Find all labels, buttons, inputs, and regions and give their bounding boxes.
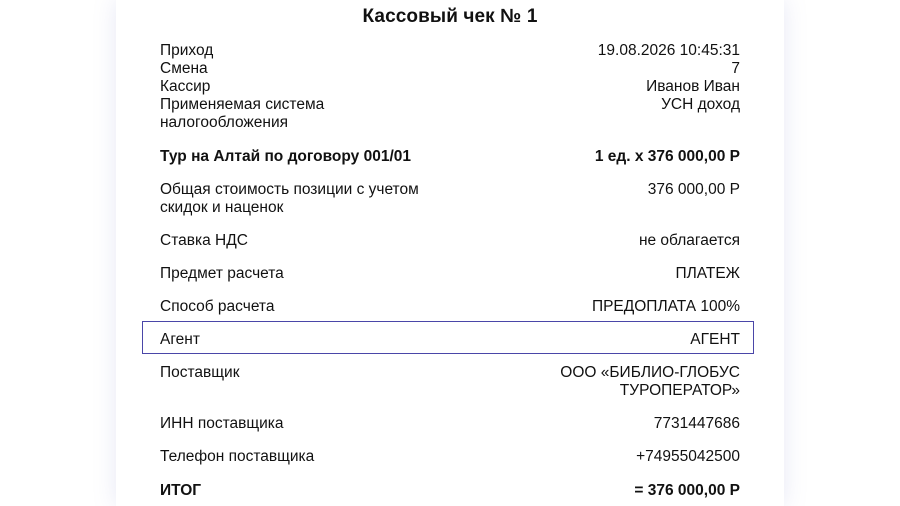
- item-row: [160, 148, 740, 166]
- total-cost-row: [160, 181, 740, 217]
- subject-row: [160, 265, 740, 283]
- supplier-inn-value: 7731447686: [653, 415, 740, 432]
- receipt-header: [160, 42, 740, 132]
- vat-label: Ставка НДС: [160, 232, 248, 249]
- supplier-row: [160, 364, 740, 400]
- supplier-phone-value: +74955042500: [636, 448, 740, 465]
- operation-label: Приход: [160, 42, 214, 59]
- cashier-value: Иванов Иван: [646, 78, 740, 95]
- agent-row-highlight: [142, 321, 754, 354]
- vat-value: не облагается: [638, 232, 740, 249]
- total-label: ИТОГ: [160, 482, 202, 499]
- receipt: [116, 0, 784, 506]
- method-value: ПРЕДОПЛАТА 100%: [591, 298, 740, 315]
- supplier-label: Поставщик: [160, 364, 240, 381]
- supplier-value: ООО «БИБЛИО-ГЛОБУС ТУРОПЕРАТОР»: [560, 364, 740, 399]
- total-cost-value: 376 000,00 Р: [647, 181, 740, 198]
- operation-datetime: 19.08.2026 10:45:31: [597, 42, 740, 59]
- agent-label: Агент: [160, 331, 200, 348]
- tax-system-row: [160, 96, 740, 132]
- item-name: Тур на Алтай по договору 001/01: [160, 148, 411, 165]
- tax-system-value: УСН доход: [661, 96, 740, 113]
- tax-system-label: [160, 96, 460, 132]
- supplier-inn-label: ИНН поставщика: [160, 415, 284, 432]
- supplier-inn-row: [160, 415, 740, 433]
- shift-value: 7: [731, 60, 740, 77]
- supplier-phone-row: [160, 448, 740, 466]
- total-row: [160, 482, 740, 500]
- subject-label: Предмет расчета: [160, 265, 284, 282]
- operation-row: [160, 42, 740, 60]
- item-quantity-price: 1 ед. x 376 000,00 Р: [594, 148, 740, 165]
- shift-row: [160, 60, 740, 78]
- vat-row: [160, 232, 740, 250]
- tax-system-label-line2: налогообложения: [160, 114, 289, 131]
- cashier-label: Кассир: [160, 78, 211, 95]
- tax-system-label-line1: Применяемая система: [160, 96, 325, 113]
- supplier-phone-label: Телефон поставщика: [160, 448, 315, 465]
- method-label: Способ расчета: [160, 298, 275, 315]
- total-cost-label: Общая стоимость позиции с учетом скидок и наценок: [160, 181, 419, 216]
- agent-value: АГЕНТ: [690, 331, 740, 348]
- total-value: = 376 000,00 Р: [634, 482, 740, 499]
- method-row: [160, 298, 740, 316]
- cashier-row: [160, 78, 740, 96]
- subject-value: ПЛАТЕЖ: [675, 265, 740, 282]
- shift-label: Смена: [160, 60, 208, 77]
- receipt-title: Кассовый чек № 1: [362, 6, 538, 27]
